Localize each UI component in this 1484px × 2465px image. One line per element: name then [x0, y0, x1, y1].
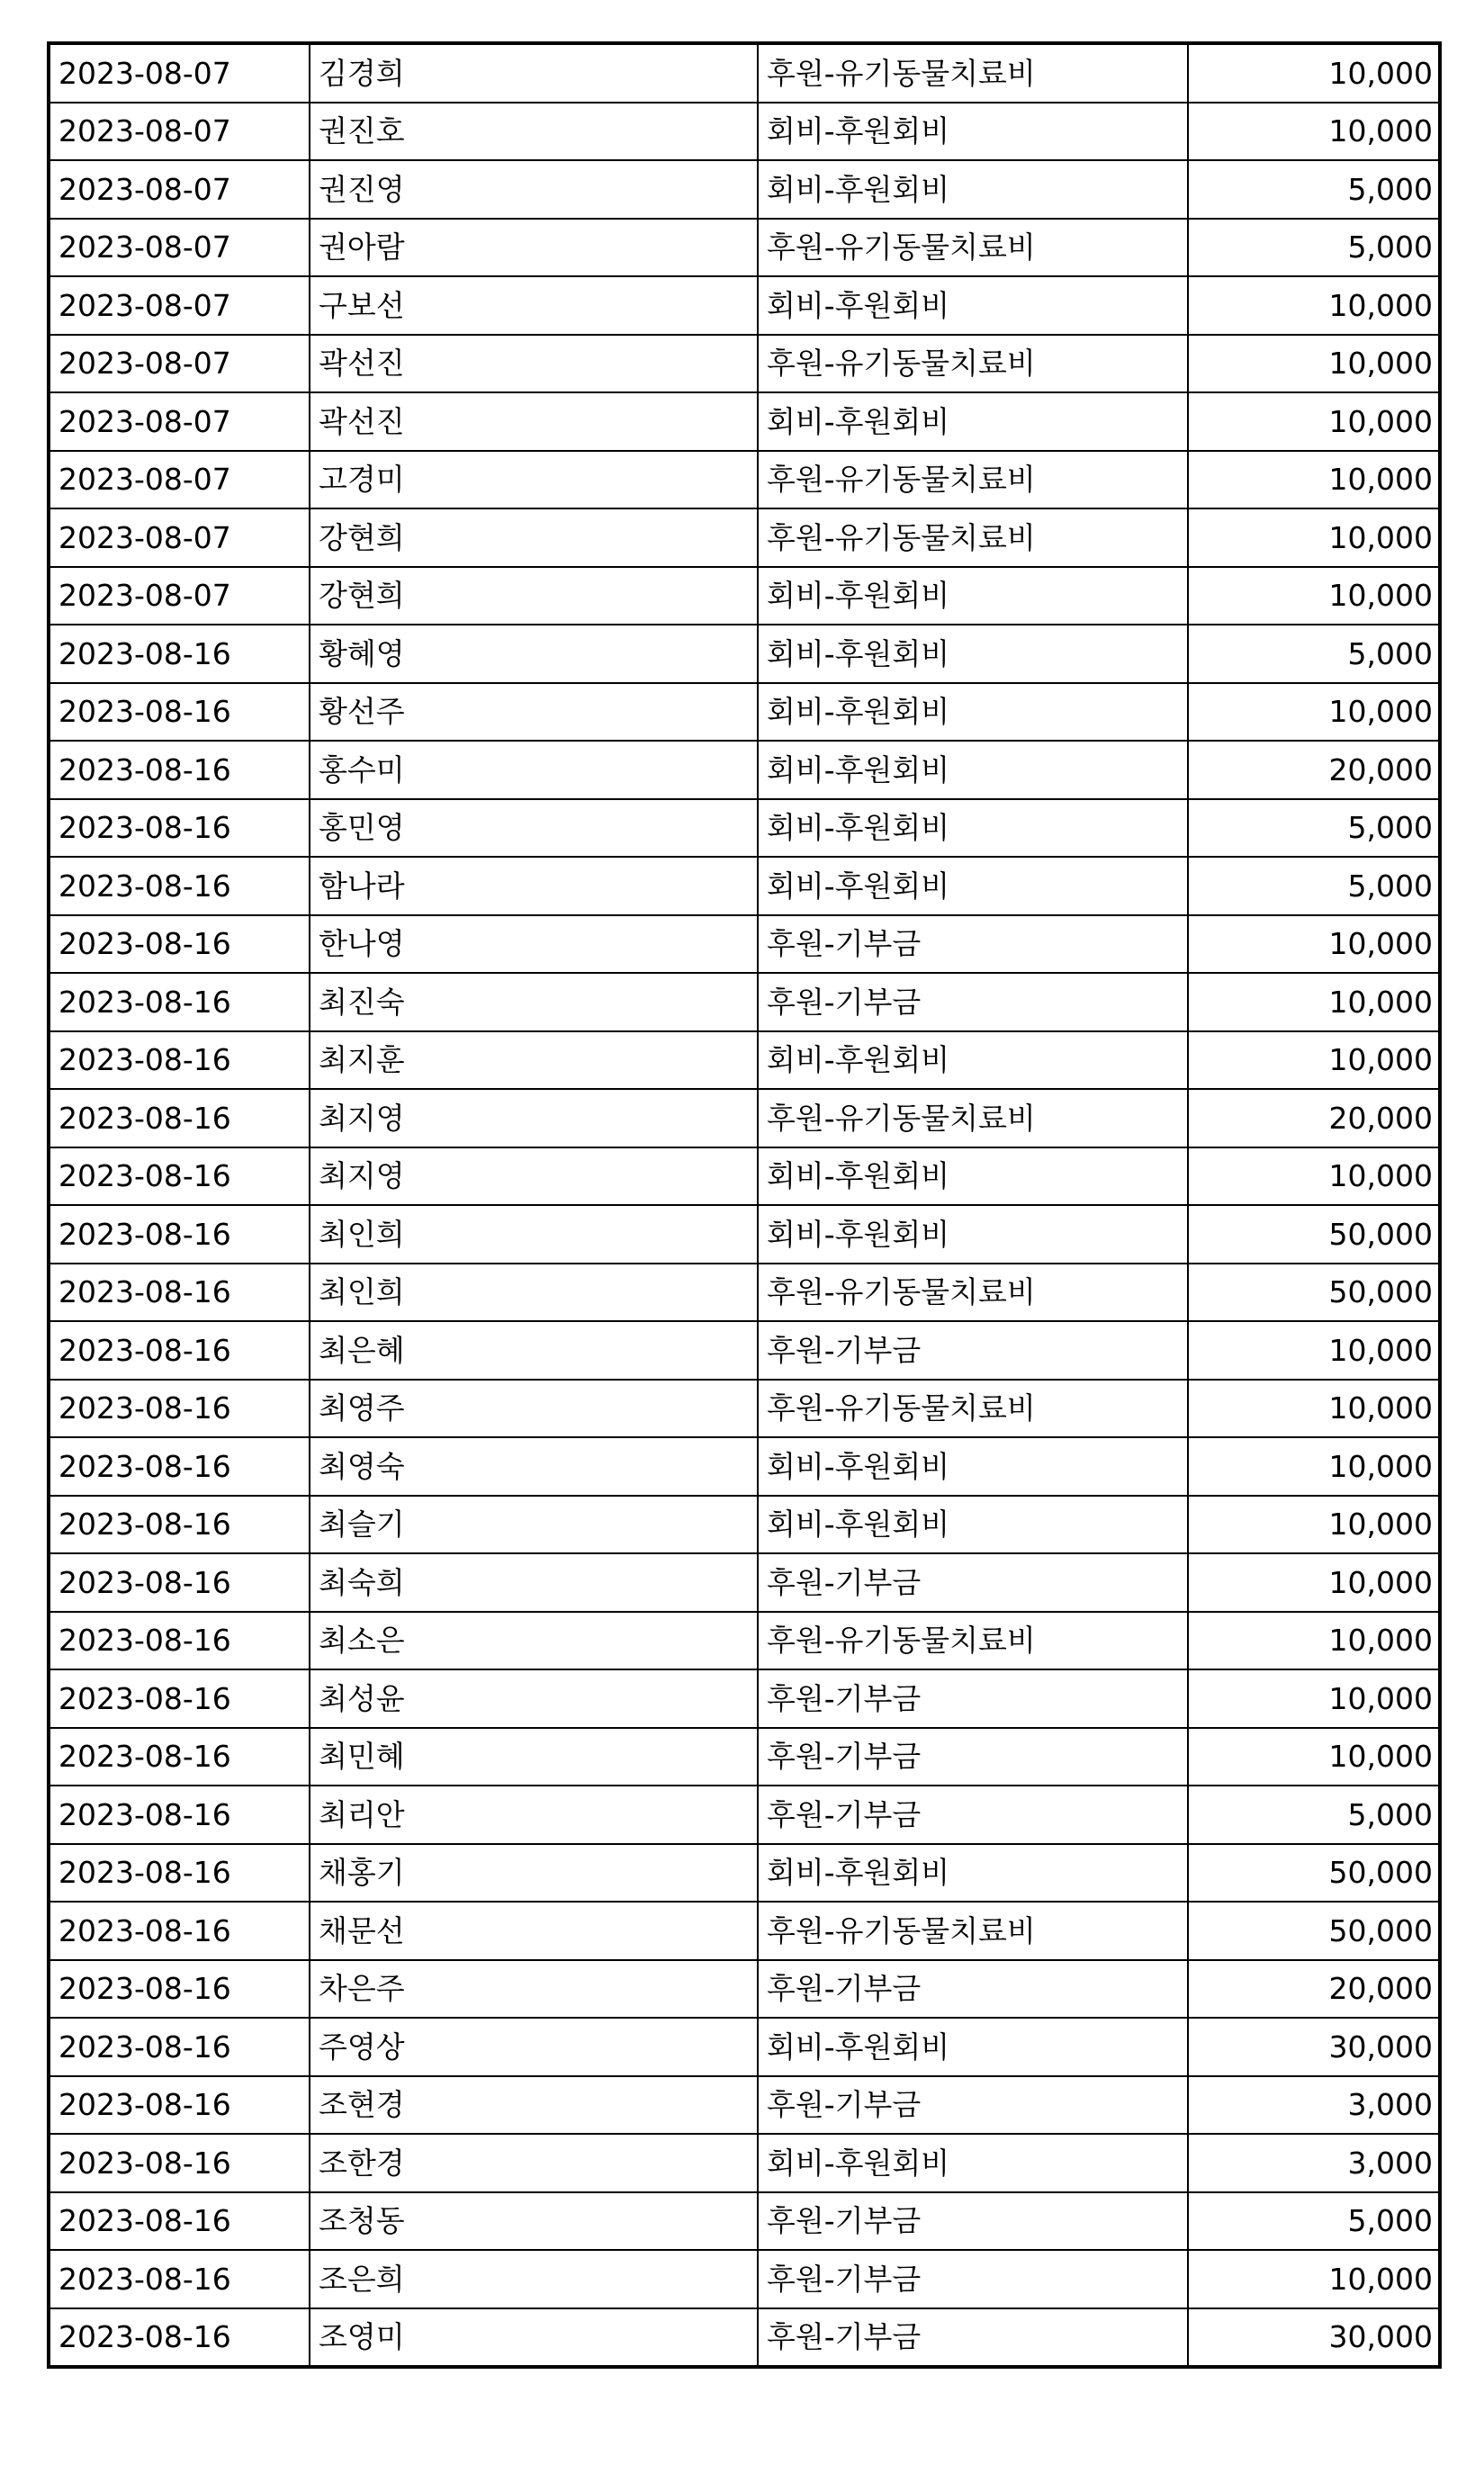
category-cell: 후원-기부금	[758, 1553, 1188, 1612]
amount-cell: 50,000	[1188, 1844, 1440, 1903]
amount-cell: 10,000	[1188, 973, 1440, 1031]
name-cell: 채문선	[310, 1902, 758, 1960]
date-cell: 2023-08-16	[49, 2018, 310, 2076]
date-cell: 2023-08-16	[49, 741, 310, 799]
name-cell: 조은희	[310, 2250, 758, 2308]
name-cell: 곽선진	[310, 392, 758, 451]
amount-cell: 10,000	[1188, 392, 1440, 451]
category-cell: 회비-후원회비	[758, 160, 1188, 219]
amount-cell: 20,000	[1188, 741, 1440, 799]
date-cell: 2023-08-16	[49, 1380, 310, 1438]
name-cell: 최진숙	[310, 973, 758, 1031]
name-cell: 최숙희	[310, 1553, 758, 1612]
date-cell: 2023-08-07	[49, 451, 310, 509]
table-row	[49, 508, 1440, 567]
amount-cell: 5,000	[1188, 799, 1440, 858]
name-cell: 강현희	[310, 508, 758, 567]
table-row	[49, 1496, 1440, 1554]
date-cell: 2023-08-16	[49, 1205, 310, 1264]
category-cell: 회비-후원회비	[758, 1496, 1188, 1554]
amount-cell: 10,000	[1188, 1380, 1440, 1438]
amount-cell: 10,000	[1188, 451, 1440, 509]
category-cell: 후원-기부금	[758, 1786, 1188, 1844]
amount-cell: 10,000	[1188, 276, 1440, 335]
amount-cell: 50,000	[1188, 1902, 1440, 1960]
date-cell: 2023-08-07	[49, 276, 310, 335]
category-cell: 회비-후원회비	[758, 683, 1188, 742]
name-cell: 최영숙	[310, 1437, 758, 1496]
amount-cell: 10,000	[1188, 683, 1440, 742]
amount-cell: 50,000	[1188, 1205, 1440, 1264]
name-cell: 김경희	[310, 43, 758, 103]
table-row	[49, 1380, 1440, 1438]
date-cell: 2023-08-07	[49, 392, 310, 451]
category-cell: 후원-유기동물치료비	[758, 43, 1188, 103]
table-row	[49, 2018, 1440, 2076]
table-row	[49, 1728, 1440, 1786]
table-row	[49, 219, 1440, 277]
category-cell: 후원-기부금	[758, 2308, 1188, 2368]
name-cell: 황선주	[310, 683, 758, 742]
category-cell: 후원-유기동물치료비	[758, 508, 1188, 567]
date-cell: 2023-08-16	[49, 1844, 310, 1903]
amount-cell: 10,000	[1188, 2250, 1440, 2308]
date-cell: 2023-08-16	[49, 915, 310, 974]
date-cell: 2023-08-16	[49, 1669, 310, 1728]
name-cell: 최지영	[310, 1089, 758, 1147]
date-cell: 2023-08-16	[49, 1960, 310, 2019]
category-cell: 회비-후원회비	[758, 1205, 1188, 1264]
table-row	[49, 1031, 1440, 1090]
amount-cell: 10,000	[1188, 508, 1440, 567]
category-cell: 회비-후원회비	[758, 567, 1188, 625]
name-cell: 권아람	[310, 219, 758, 277]
amount-cell: 5,000	[1188, 857, 1440, 915]
amount-cell: 50,000	[1188, 1264, 1440, 1322]
amount-cell: 10,000	[1188, 1437, 1440, 1496]
table-row	[49, 973, 1440, 1031]
category-cell: 후원-기부금	[758, 1669, 1188, 1728]
date-cell: 2023-08-07	[49, 335, 310, 393]
category-cell: 후원-기부금	[758, 1960, 1188, 2019]
category-cell: 후원-유기동물치료비	[758, 1612, 1188, 1670]
name-cell: 최지훈	[310, 1031, 758, 1090]
date-cell: 2023-08-07	[49, 508, 310, 567]
category-cell: 회비-후원회비	[758, 276, 1188, 335]
name-cell: 최리안	[310, 1786, 758, 1844]
date-cell: 2023-08-07	[49, 567, 310, 625]
table-row	[49, 799, 1440, 858]
table-row	[49, 1321, 1440, 1380]
date-cell: 2023-08-16	[49, 2134, 310, 2192]
category-cell: 회비-후원회비	[758, 799, 1188, 858]
category-cell: 후원-유기동물치료비	[758, 1089, 1188, 1147]
amount-cell: 10,000	[1188, 1496, 1440, 1554]
name-cell: 최은혜	[310, 1321, 758, 1380]
table-row	[49, 2250, 1440, 2308]
category-cell: 후원-기부금	[758, 2076, 1188, 2135]
date-cell: 2023-08-07	[49, 219, 310, 277]
amount-cell: 10,000	[1188, 103, 1440, 161]
amount-cell: 10,000	[1188, 1669, 1440, 1728]
category-cell: 후원-기부금	[758, 973, 1188, 1031]
table-row	[49, 392, 1440, 451]
date-cell: 2023-08-16	[49, 1031, 310, 1090]
amount-cell: 10,000	[1188, 1031, 1440, 1090]
name-cell: 홍수미	[310, 741, 758, 799]
category-cell: 회비-후원회비	[758, 1437, 1188, 1496]
table-row	[49, 2134, 1440, 2192]
category-cell: 후원-유기동물치료비	[758, 1380, 1188, 1438]
amount-cell: 20,000	[1188, 1960, 1440, 2019]
category-cell: 회비-후원회비	[758, 1031, 1188, 1090]
table-row	[49, 567, 1440, 625]
table-row	[49, 1147, 1440, 1206]
date-cell: 2023-08-16	[49, 2308, 310, 2368]
category-cell: 후원-기부금	[758, 1321, 1188, 1380]
table-row	[49, 451, 1440, 509]
category-cell: 후원-기부금	[758, 2192, 1188, 2251]
category-cell: 후원-기부금	[758, 1728, 1188, 1786]
name-cell: 고경미	[310, 451, 758, 509]
name-cell: 최지영	[310, 1147, 758, 1206]
amount-cell: 10,000	[1188, 1728, 1440, 1786]
date-cell: 2023-08-16	[49, 1902, 310, 1960]
amount-cell: 10,000	[1188, 335, 1440, 393]
table-row	[49, 1902, 1440, 1960]
amount-cell: 10,000	[1188, 915, 1440, 974]
name-cell: 강현희	[310, 567, 758, 625]
name-cell: 한나영	[310, 915, 758, 974]
date-cell: 2023-08-16	[49, 1553, 310, 1612]
name-cell: 최소은	[310, 1612, 758, 1670]
ledger-body	[49, 43, 1440, 2367]
amount-cell: 3,000	[1188, 2134, 1440, 2192]
amount-cell: 30,000	[1188, 2018, 1440, 2076]
name-cell: 조한경	[310, 2134, 758, 2192]
category-cell: 회비-후원회비	[758, 103, 1188, 161]
table-row	[49, 1844, 1440, 1903]
date-cell: 2023-08-16	[49, 1089, 310, 1147]
amount-cell: 5,000	[1188, 2192, 1440, 2251]
table-row	[49, 915, 1440, 974]
date-cell: 2023-08-16	[49, 2192, 310, 2251]
donation-ledger-table	[47, 41, 1442, 2369]
amount-cell: 10,000	[1188, 1553, 1440, 1612]
name-cell: 최성윤	[310, 1669, 758, 1728]
category-cell: 후원-유기동물치료비	[758, 219, 1188, 277]
table-row	[49, 1553, 1440, 1612]
category-cell: 후원-유기동물치료비	[758, 1902, 1188, 1960]
amount-cell: 5,000	[1188, 1786, 1440, 1844]
table-row	[49, 43, 1440, 103]
category-cell: 회비-후원회비	[758, 741, 1188, 799]
amount-cell: 10,000	[1188, 567, 1440, 625]
table-row	[49, 1264, 1440, 1322]
name-cell: 권진호	[310, 103, 758, 161]
name-cell: 조현경	[310, 2076, 758, 2135]
amount-cell: 5,000	[1188, 219, 1440, 277]
amount-cell: 30,000	[1188, 2308, 1440, 2368]
table-row	[49, 1612, 1440, 1670]
name-cell: 조청동	[310, 2192, 758, 2251]
name-cell: 함나라	[310, 857, 758, 915]
date-cell: 2023-08-16	[49, 1147, 310, 1206]
category-cell: 후원-유기동물치료비	[758, 1264, 1188, 1322]
table-row	[49, 335, 1440, 393]
category-cell: 회비-후원회비	[758, 1147, 1188, 1206]
name-cell: 차은주	[310, 1960, 758, 2019]
table-row	[49, 625, 1440, 683]
date-cell: 2023-08-16	[49, 1786, 310, 1844]
date-cell: 2023-08-16	[49, 1321, 310, 1380]
table-row	[49, 1437, 1440, 1496]
date-cell: 2023-08-16	[49, 857, 310, 915]
name-cell: 구보선	[310, 276, 758, 335]
amount-cell: 10,000	[1188, 1321, 1440, 1380]
table-row	[49, 276, 1440, 335]
name-cell: 홍민영	[310, 799, 758, 858]
date-cell: 2023-08-07	[49, 103, 310, 161]
table-row	[49, 2308, 1440, 2368]
name-cell: 채홍기	[310, 1844, 758, 1903]
table-row	[49, 103, 1440, 161]
category-cell: 회비-후원회비	[758, 1844, 1188, 1903]
name-cell: 최슬기	[310, 1496, 758, 1554]
table-row	[49, 2076, 1440, 2135]
category-cell: 회비-후원회비	[758, 857, 1188, 915]
date-cell: 2023-08-16	[49, 2076, 310, 2135]
table-row	[49, 857, 1440, 915]
date-cell: 2023-08-16	[49, 973, 310, 1031]
table-row	[49, 2192, 1440, 2251]
name-cell: 조영미	[310, 2308, 758, 2368]
name-cell: 곽선진	[310, 335, 758, 393]
date-cell: 2023-08-16	[49, 2250, 310, 2308]
date-cell: 2023-08-16	[49, 1728, 310, 1786]
amount-cell: 10,000	[1188, 1612, 1440, 1670]
date-cell: 2023-08-07	[49, 43, 310, 103]
category-cell: 후원-기부금	[758, 915, 1188, 974]
date-cell: 2023-08-16	[49, 1496, 310, 1554]
amount-cell: 5,000	[1188, 160, 1440, 219]
category-cell: 회비-후원회비	[758, 625, 1188, 683]
table-row	[49, 1669, 1440, 1728]
category-cell: 후원-기부금	[758, 2250, 1188, 2308]
category-cell: 회비-후원회비	[758, 392, 1188, 451]
date-cell: 2023-08-16	[49, 683, 310, 742]
name-cell: 최영주	[310, 1380, 758, 1438]
name-cell: 최민혜	[310, 1728, 758, 1786]
name-cell: 최인희	[310, 1264, 758, 1322]
table-row	[49, 1960, 1440, 2019]
category-cell: 회비-후원회비	[758, 2018, 1188, 2076]
amount-cell: 3,000	[1188, 2076, 1440, 2135]
date-cell: 2023-08-16	[49, 625, 310, 683]
table-row	[49, 160, 1440, 219]
name-cell: 권진영	[310, 160, 758, 219]
amount-cell: 10,000	[1188, 1147, 1440, 1206]
table-row	[49, 683, 1440, 742]
category-cell: 후원-유기동물치료비	[758, 451, 1188, 509]
date-cell: 2023-08-07	[49, 160, 310, 219]
table-row	[49, 741, 1440, 799]
name-cell: 주영상	[310, 2018, 758, 2076]
category-cell: 회비-후원회비	[758, 2134, 1188, 2192]
table-row	[49, 1089, 1440, 1147]
table-row	[49, 1205, 1440, 1264]
name-cell: 황혜영	[310, 625, 758, 683]
amount-cell: 5,000	[1188, 625, 1440, 683]
amount-cell: 20,000	[1188, 1089, 1440, 1147]
amount-cell: 10,000	[1188, 43, 1440, 103]
name-cell: 최인희	[310, 1205, 758, 1264]
date-cell: 2023-08-16	[49, 1437, 310, 1496]
table-row	[49, 1786, 1440, 1844]
date-cell: 2023-08-16	[49, 1264, 310, 1322]
date-cell: 2023-08-16	[49, 1612, 310, 1670]
date-cell: 2023-08-16	[49, 799, 310, 858]
category-cell: 후원-유기동물치료비	[758, 335, 1188, 393]
